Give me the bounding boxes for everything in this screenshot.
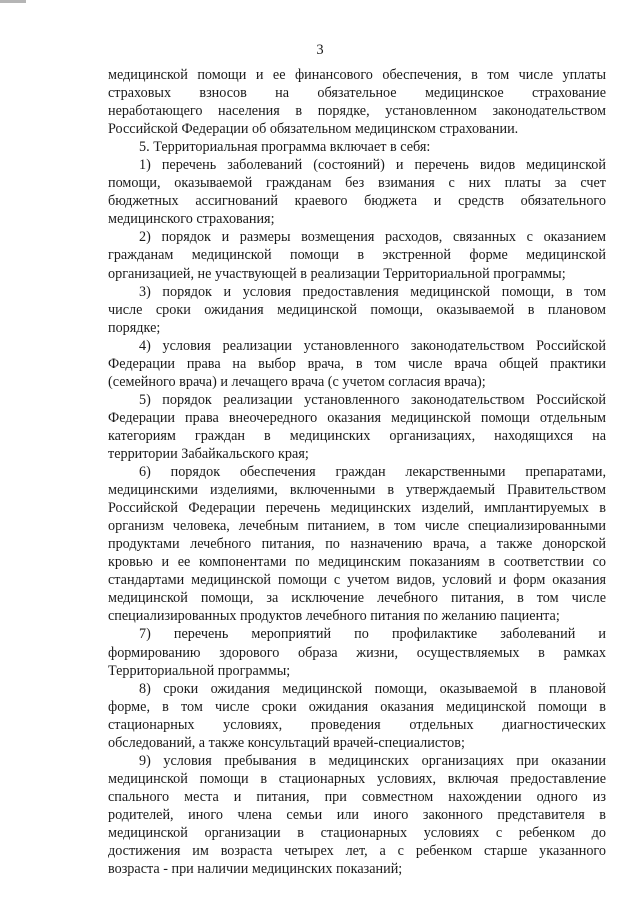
text-line: продуктами лечебного питания, по назначению врача, а также донорской [108, 536, 606, 553]
text-line: Российской Федерации об обязательном медицинском страховании. [108, 121, 519, 138]
text-line: 1) перечень заболеваний (состояний) и перечень видов медицинской [139, 157, 606, 174]
document-body [108, 66, 606, 878]
text-line: неработающего населения в порядке, установленном законодательством [108, 103, 606, 120]
text-line: стационарных условиях, проведения отдельных диагностических [108, 716, 606, 733]
text-line: порядке; [108, 319, 161, 336]
text-line: стандартами медицинской помощи с учетом видов, условий и форм оказания [108, 572, 606, 589]
text-line: Российской Федерации перечень медицинских изделий, имплантируемых в [108, 500, 606, 517]
scan-corner-mark [0, 0, 26, 3]
text-line: (семейного врача) и лечащего врача (с учетом согласия врача); [108, 373, 486, 390]
text-line: помощи, оказываемой гражданам без взимания с них платы за счет [108, 175, 606, 192]
text-line: медицинской помощи в стационарных условиях, включая предоставление [108, 770, 606, 787]
text-line: возраста - при наличии медицинских показаний; [108, 861, 403, 878]
text-line: спального места и питания, при совместном нахождении одного из [108, 788, 606, 805]
text-line: медицинской помощи и ее финансового обеспечения, в том числе уплаты [108, 67, 606, 83]
text-line: 2) порядок и размеры возмещения расходов, связанных с оказанием [139, 229, 606, 246]
text-line: 5) порядок реализации установленного законодательством Российской [139, 391, 606, 408]
text-line: форме, в том числе сроки ожидания оказания медицинской помощи в [108, 698, 606, 715]
text-line: 5. Территориальная программа включает в себя: [139, 139, 431, 156]
text-line: 6) порядок обеспечения граждан лекарственными препаратами, [139, 464, 606, 481]
text-line: 3) порядок и условия предоставления медицинской помощи, в том [139, 283, 606, 300]
text-line: формированию здорового образа жизни, осуществляемых в рамках [108, 644, 606, 661]
text-line: медицинской организации в стационарных условиях с ребенком до [108, 824, 606, 841]
text-line: 9) условия пребывания в медицинских организациях при оказании [139, 752, 606, 769]
text-line: обследований, а также консультаций врачей-специалистов; [108, 734, 465, 751]
text-line: гражданам медицинской помощи в экстренной форме медицинской [108, 247, 606, 264]
text-line: кровью и ее компонентами по медицинским показаниям в соответствии со [108, 554, 606, 571]
text-line: категориям граждан в медицинских организациях, находящихся на [108, 427, 606, 444]
text-line: Федерации права на выбор врача, в том числе врача общей практики [108, 355, 606, 372]
text-line: 7) перечень мероприятий по профилактике заболеваний и [139, 626, 606, 643]
page-number: 3 [316, 42, 324, 58]
text-line: бюджетных ассигнований краевого бюджета и средств обязательного [108, 193, 606, 210]
text-line: территории Забайкальского края; [108, 445, 309, 462]
text-line: медицинского страхования; [108, 211, 275, 228]
text-line: Федерации права внеочередного оказания медицинской помощи отдельным [108, 409, 606, 426]
text-line: достижения им возраста четырех лет, а с ребенком старше указанного [108, 843, 606, 860]
text-line: 4) условия реализации установленного законодательством Российской [139, 337, 606, 354]
text-line: организацией, не участвующей в реализации Территориальной программы; [108, 265, 566, 282]
text-line: медицинскими изделиями, включенными в утверждаемый Правительством [108, 482, 606, 499]
text-line: 8) сроки ожидания медицинской помощи, оказываемой в плановой [139, 680, 606, 697]
text-line: специализированных продуктов лечебного питания по желанию пациента; [108, 608, 560, 625]
text-line: страховых взносов на обязательное медицинское страхование [108, 85, 606, 102]
text-line: Территориальной программы; [108, 662, 291, 679]
text-line: организм человека, лечебным питанием, в том числе специализированными [108, 518, 606, 535]
text-line: медицинской помощи, за исключение лечебного питания, в том числе [108, 590, 606, 607]
text-line: числе сроки ожидания медицинской помощи, оказываемой в плановом [108, 301, 606, 318]
text-line: родителей, иного члена семьи или иного законного представителя в [108, 806, 606, 823]
